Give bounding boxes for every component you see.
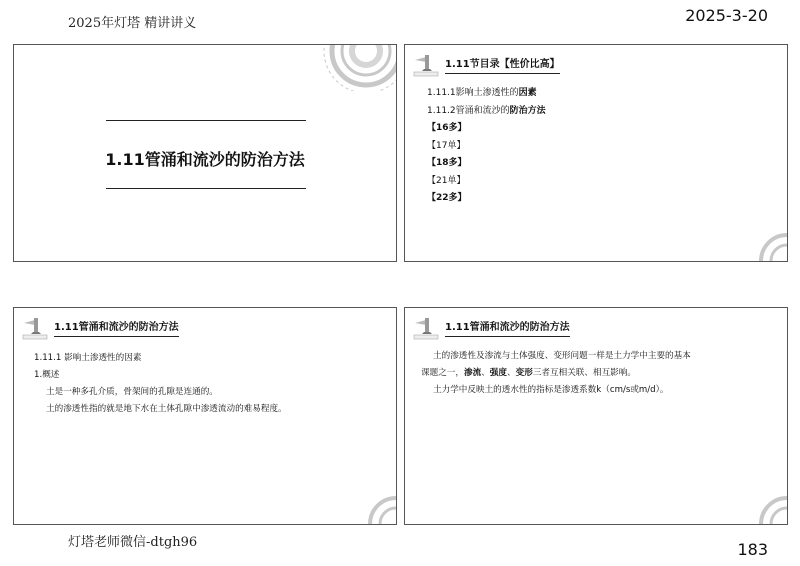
toc-list <box>427 85 546 208</box>
body-line: 课题之一，渗流、强度、变形三者互相关联、相互影响。 <box>421 368 636 378</box>
body-line: 土是一种多孔介质，骨架间的孔隙是连通的。 <box>46 387 218 397</box>
slide-3 <box>13 307 397 525</box>
ring-decoration-icon <box>751 488 787 524</box>
lighthouse-logo-icon <box>411 314 441 340</box>
body-line: 土的渗透性指的就是地下水在土体孔隙中渗透流动的难易程度。 <box>46 404 287 414</box>
slide-2-title: 1.11节目录【性价比高】 <box>445 55 560 74</box>
toc-item-2: 1.11.2管涌和流沙的防治方法 <box>427 105 546 116</box>
slide-3-title: 1.11管涌和流沙的防治方法 <box>54 318 179 337</box>
footer-left-text: 灯塔老师微信-dtgh96 <box>68 535 198 550</box>
title-rule-bottom <box>106 188 306 189</box>
body-line: 土的渗透性及渗流与土体强度、变形问题一样是土力学中主要的基本 <box>433 351 691 361</box>
exam-tag: 【22多】 <box>427 193 467 203</box>
body-line: 土力学中反映土的透水性的指标是渗透系数k（cm/s或m/d）。 <box>433 385 669 395</box>
exam-tag: 【21单】 <box>427 175 466 186</box>
slide-3-body <box>34 350 287 418</box>
ring-decoration-icon <box>751 225 787 261</box>
lighthouse-logo-icon <box>20 314 50 340</box>
subsection-heading: 1.概述 <box>34 370 60 380</box>
ring-decoration-icon <box>360 488 396 524</box>
slide-4 <box>404 307 788 525</box>
exam-tag: 【17单】 <box>427 140 466 151</box>
page-number: 183 <box>737 540 768 559</box>
section-heading: 1.11.1 影响土渗透性的因素 <box>34 353 142 363</box>
exam-tag: 【18多】 <box>427 158 467 168</box>
title-rule-top <box>106 120 306 121</box>
exam-tag: 【16多】 <box>427 123 467 133</box>
toc-item-1: 1.11.1影响土渗透性的因素 <box>427 88 537 98</box>
slide-1-title: 1.11管涌和流沙的防治方法 <box>105 150 305 169</box>
header-left-text: 2025年灯塔 精讲讲义 <box>68 16 197 31</box>
slide-2 <box>404 44 788 262</box>
slide-1 <box>13 44 397 262</box>
ring-decoration-icon <box>286 45 396 91</box>
slide-4-title: 1.11管涌和流沙的防治方法 <box>445 318 570 337</box>
slide-4-body <box>421 348 771 399</box>
header-date: 2025-3-20 <box>685 6 768 25</box>
lighthouse-logo-icon <box>411 51 441 77</box>
